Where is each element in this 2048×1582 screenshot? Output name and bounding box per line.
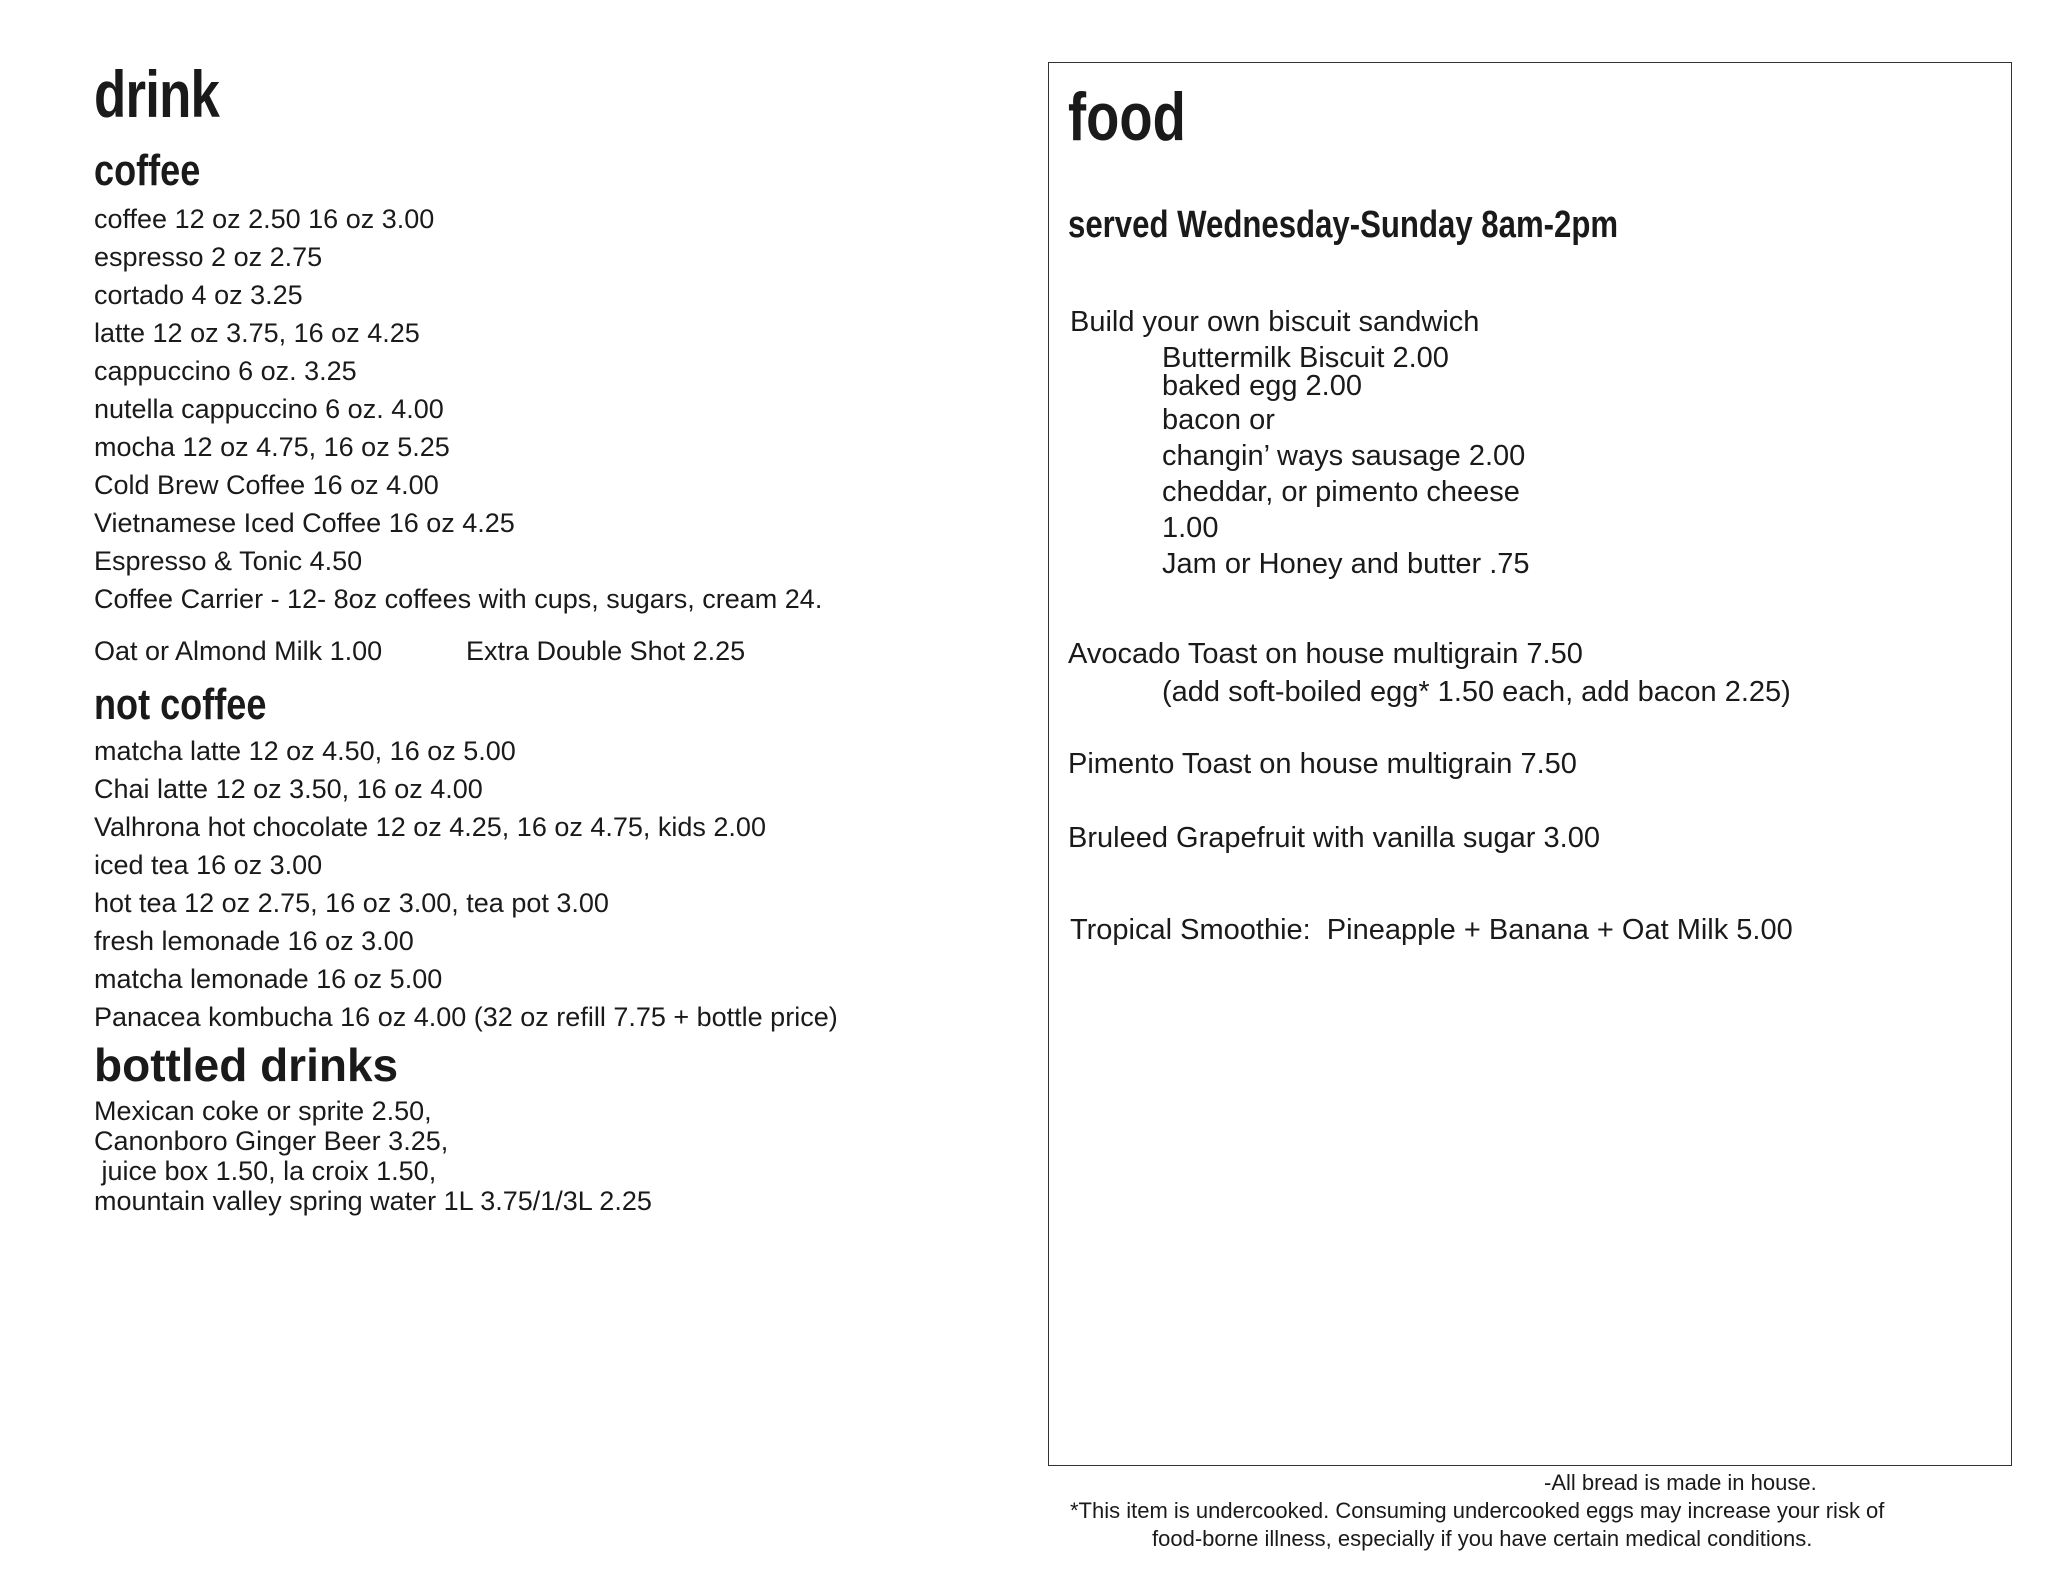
not-coffee-heading: not coffee xyxy=(94,680,267,729)
list-item: coffee 12 oz 2.50 16 oz 3.00 xyxy=(94,204,435,234)
list-item: Mexican coke or sprite 2.50, xyxy=(94,1096,432,1126)
pimento-toast: Pimento Toast on house multigrain 7.50 xyxy=(1068,748,1577,780)
biscuit-item: bacon or xyxy=(1162,404,1275,436)
list-item: latte 12 oz 3.75, 16 oz 4.25 xyxy=(94,318,420,348)
avocado-toast-addon: (add soft-boiled egg* 1.50 each, add bacon 2.25) xyxy=(1162,676,1791,708)
list-item: Vietnamese Iced Coffee 16 oz 4.25 xyxy=(94,508,515,538)
list-item: cappuccino 6 oz. 3.25 xyxy=(94,356,357,386)
list-item: Chai latte 12 oz 3.50, 16 oz 4.00 xyxy=(94,774,483,804)
list-item: hot tea 12 oz 2.75, 16 oz 3.00, tea pot 3.00 xyxy=(94,888,609,918)
bottled-drinks-heading: bottled drinks xyxy=(94,1039,399,1091)
list-item: Canonboro Ginger Beer 3.25, xyxy=(94,1126,449,1156)
tropical-smoothie: Tropical Smoothie: Pineapple + Banana + Oat Milk 5.00 xyxy=(1070,914,1793,946)
list-item: Panacea kombucha 16 oz 4.00 (32 oz refill 7.75 + bottle price) xyxy=(94,1002,838,1032)
not-coffee-list xyxy=(94,732,838,1036)
list-item: mocha 12 oz 4.75, 16 oz 5.25 xyxy=(94,432,450,462)
list-item: Cold Brew Coffee 16 oz 4.00 xyxy=(94,470,439,500)
bread-note: -All bread is made in house. xyxy=(1544,1470,1817,1495)
list-item: nutella cappuccino 6 oz. 4.00 xyxy=(94,394,444,424)
drink-heading: drink xyxy=(94,57,220,131)
list-item: Espresso & Tonic 4.50 xyxy=(94,546,363,576)
coffee-heading: coffee xyxy=(94,146,201,195)
undercooked-warning: *This item is undercooked. Consuming undercooked eggs may increase your risk of xyxy=(1070,1498,1885,1523)
list-item: Coffee Carrier - 12- 8oz coffees with cups, sugars, cream 24. xyxy=(94,584,823,614)
list-item: mountain valley spring water 1L 3.75/1/3L 2.25 xyxy=(94,1186,652,1216)
food-heading: food xyxy=(1068,79,1186,155)
biscuit-item: 1.00 xyxy=(1162,512,1219,544)
bottled-list xyxy=(94,1096,652,1216)
list-item: Valhrona hot chocolate 12 oz 4.25, 16 oz 4.75, kids 2.00 xyxy=(94,812,766,842)
list-item: iced tea 16 oz 3.00 xyxy=(94,850,323,880)
biscuit-item: cheddar, or pimento cheese xyxy=(1162,476,1520,508)
undercooked-warning-cont: food-borne illness, especially if you have certain medical conditions. xyxy=(1152,1526,1813,1551)
addon-milk: Oat or Almond Milk 1.00 xyxy=(94,636,383,666)
biscuit-item: Buttermilk Biscuit 2.00 xyxy=(1162,342,1449,374)
biscuit-item: Jam or Honey and butter .75 xyxy=(1162,548,1530,580)
bruleed-grapefruit: Bruleed Grapefruit with vanilla sugar 3.00 xyxy=(1068,822,1600,854)
coffee-list xyxy=(94,200,822,618)
biscuit-item: changin’ ways sausage 2.00 xyxy=(1162,440,1526,472)
list-item: juice box 1.50, la croix 1.50, xyxy=(94,1156,437,1186)
list-item: matcha lemonade 16 oz 5.00 xyxy=(94,964,443,994)
avocado-toast: Avocado Toast on house multigrain 7.50 xyxy=(1068,638,1583,670)
list-item: cortado 4 oz 3.25 xyxy=(94,280,303,310)
biscuit-heading: Build your own biscuit sandwich xyxy=(1070,306,1480,338)
addon-shot: Extra Double Shot 2.25 xyxy=(466,636,746,666)
served-hours: served Wednesday-Sunday 8am-2pm xyxy=(1068,204,1619,246)
biscuit-item: baked egg 2.00 xyxy=(1162,370,1362,402)
list-item: matcha latte 12 oz 4.50, 16 oz 5.00 xyxy=(94,736,516,766)
list-item: espresso 2 oz 2.75 xyxy=(94,242,323,272)
list-item: fresh lemonade 16 oz 3.00 xyxy=(94,926,414,956)
